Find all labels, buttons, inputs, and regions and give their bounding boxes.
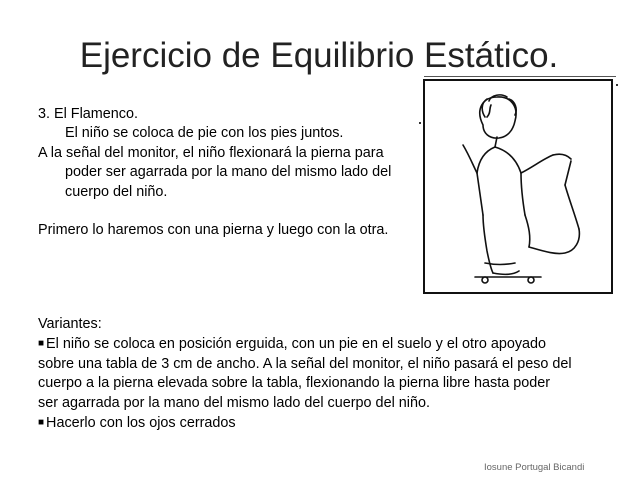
description-line: El niño se coloca de pie con los pies juntos. — [65, 125, 344, 142]
variant-item-continued: ser agarrada por la mano del mismo lado del cuerpo del niño. — [38, 394, 430, 411]
description-line: poder ser agarrada por la mano del mismo lado del — [65, 164, 392, 181]
child-standing-on-one-leg-icon — [425, 81, 611, 292]
variant-item: ■ Hacerlo con los ojos cerrados — [38, 415, 236, 432]
square-bullet-icon: ■ — [38, 338, 45, 350]
description-line: cuerpo del niño. — [65, 183, 168, 200]
description-line: Primero lo haremos con una pierna y luego con la otra. — [38, 222, 389, 239]
flamingo-illustration — [423, 79, 613, 294]
variants-section — [38, 315, 598, 433]
variant-item-continued: cuerpo a la pierna elevada sobre la tabla, flexionando la pierna libre hasta poder — [38, 375, 551, 392]
variant-item: ■ El niño se coloca en posición erguida, con un pie en el suelo y el otro apoyado — [38, 336, 547, 353]
stray-mark — [419, 122, 421, 124]
author-credit: Iosune Portugal Bicandi — [484, 462, 585, 473]
exercise-heading: 3. El Flamenco. — [38, 106, 138, 122]
stray-mark — [616, 84, 618, 86]
spacer — [38, 202, 418, 221]
description-line: A la señal del monitor, el niño flexionará la pierna para — [38, 144, 384, 161]
exercise-description — [38, 105, 418, 240]
variants-heading: Variantes: — [38, 316, 102, 332]
square-bullet-icon: ■ — [38, 417, 45, 429]
slide-title: Ejercicio de Equilibrio Estático. — [79, 36, 559, 75]
variant-item-continued: sobre una tabla de 3 cm de ancho. A la señal del monitor, el niño pasará el peso del — [38, 355, 572, 372]
title-underline — [424, 76, 616, 77]
